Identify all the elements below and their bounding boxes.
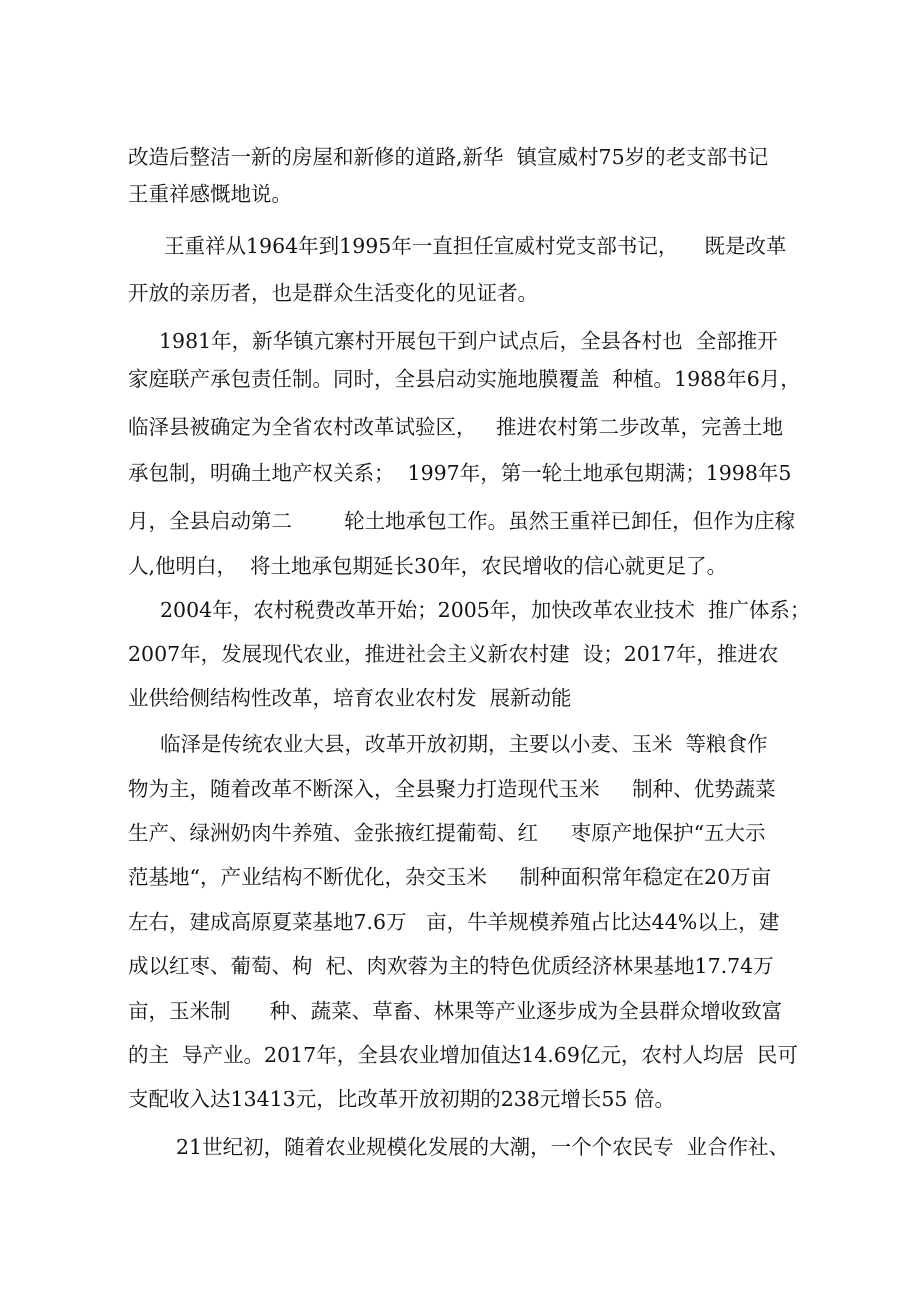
text-line: 亩，玉米制 种、蔬菜、草畜、林果等产业逐步成为全县群众增收致富 — [128, 999, 783, 1023]
text-line: 临泽是传统农业大县，改革开放初期，主要以小麦、玉米 等粮食作 — [160, 732, 768, 756]
text-line: 的主 导产业。2017年，全县农业增加值达14.69亿元，农村人均居 民可 — [128, 1043, 798, 1067]
text-line: 王重祥感慨地说。 — [128, 182, 292, 206]
text-line: 人,他明白， 将土地承包期延长30年，农民增收的信心就更足了。 — [128, 554, 728, 578]
text-line: 临泽县被确定为全省农村改革试验区， 推进农村第二步改革，完善土地 — [128, 415, 784, 439]
text-line: 范基地“，产业结构不断优化，杂交玉米 制种面积常年稳定在20万亩 — [128, 865, 772, 889]
text-line: 支配收入达13413元，比改革开放初期的238元增长55 倍。 — [128, 1087, 675, 1111]
text-line: 改造后整洁一新的房屋和新修的道路,新华 镇宣威村75岁的老支部书记 — [128, 145, 769, 169]
text-line: 家庭联产承包责任制。同时，全县启动实施地膜覆盖 种植。1988年6月， — [128, 367, 801, 391]
text-line: 1981年，新华镇亢寨村开展包干到户试点后，全县各村也 全部推开 — [159, 329, 778, 353]
text-line: 业供给侧结构性改革，培育农业农村发 展新动能 — [128, 686, 572, 710]
text-line: 2007年，发展现代农业，推进社会主义新农村建 设；2017年，推进农 — [128, 642, 779, 666]
text-line: 2004年，农村税费改革开始；2005年，加快改革农业技术 推广体系； — [160, 598, 811, 622]
text-line: 21世纪初，随着农业规模化发展的大潮，一个个农民专 业合作社、 — [176, 1135, 790, 1159]
text-line: 开放的亲历者，也是群众生活变化的见证者。 — [128, 281, 538, 305]
text-line: 生产、绿洲奶肉牛养殖、金张掖红提葡萄、红 枣原产地保护“五大示 — [128, 821, 766, 845]
text-line: 承包制，明确土地产权关系； 1997年，第一轮土地承包期满；1998年5 — [128, 461, 792, 485]
text-line: 王重祥从1964年到1995年一直担任宣威村党支部书记， 既是改革 — [164, 234, 787, 258]
text-line: 左右，建成高原夏菜基地7.6万 亩，牛羊规模养殖占比达44%以上，建 — [128, 910, 780, 934]
text-line: 成以红枣、葡萄、枸 杞、肉欢蓉为主的特色优质经济林果基地17.74万 — [128, 954, 774, 978]
text-line: 物为主，随着改革不断深入，全县聚力打造现代玉米 制种、优势蔬菜 — [128, 777, 776, 801]
text-line: 月，全县启动第二 轮土地承包工作。虽然王重祥已卸任，但作为庄稼 — [128, 509, 796, 533]
